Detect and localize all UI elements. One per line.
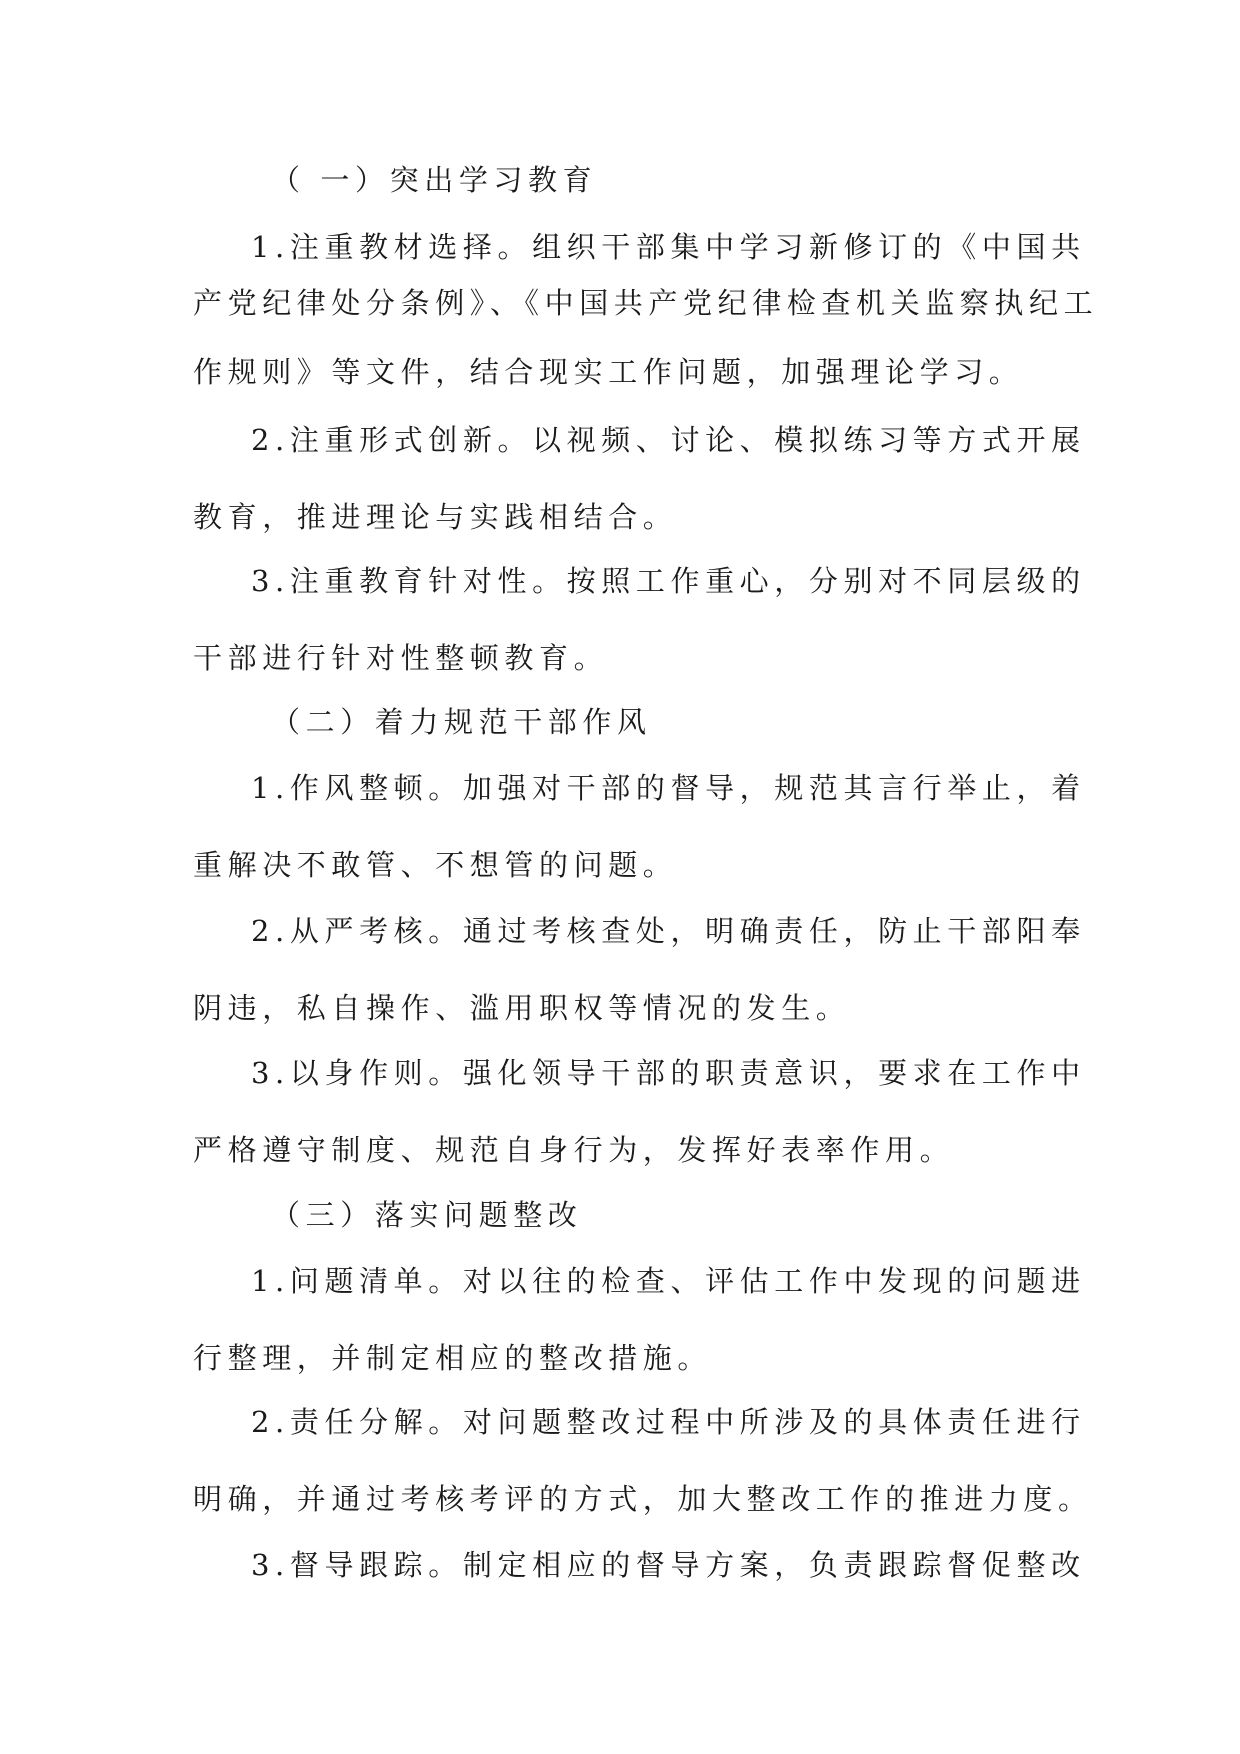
section-heading-3: （三）落实问题整改	[271, 1198, 583, 1232]
paragraph-line: 阴违，私自操作、滥用职权等情况的发生。	[193, 991, 851, 1025]
paragraph-line: 3.督导跟踪。制定相应的督导方案，负责跟踪督促整改	[251, 1548, 1086, 1582]
section-heading-1: （ 一）突出学习教育	[271, 163, 598, 197]
paragraph-line: 重解决不敢管、不想管的问题。	[193, 848, 678, 882]
paragraph-line: 产党纪律处分条例》、《中国共产党纪律检查机关监察执纪工	[193, 286, 1099, 320]
paragraph-line: 教育，推进理论与实践相结合。	[193, 500, 678, 534]
paragraph-line: 2.从严考核。通过考核查处，明确责任，防止干部阳奉	[251, 914, 1086, 948]
paragraph-line: 2.责任分解。对问题整改过程中所涉及的具体责任进行	[251, 1405, 1086, 1439]
paragraph-line: 干部进行针对性整顿教育。	[193, 641, 609, 675]
paragraph-line: 3.以身作则。强化领导干部的职责意识，要求在工作中	[251, 1056, 1086, 1090]
paragraph-line: 1.注重教材选择。组织干部集中学习新修订的《中国共	[251, 230, 1086, 264]
section-heading-2: （二）着力规范干部作风	[271, 705, 652, 739]
paragraph-line: 3.注重教育针对性。按照工作重心，分别对不同层级的	[251, 564, 1086, 598]
paragraph-line: 作规则》等文件，结合现实工作问题，加强理论学习。	[193, 355, 1024, 389]
paragraph-line: 明确，并通过考核考评的方式，加大整改工作的推进力度。	[193, 1482, 1093, 1516]
paragraph-line: 2.注重形式创新。以视频、讨论、模拟练习等方式开展	[251, 423, 1086, 457]
paragraph-line: 1.作风整顿。加强对干部的督导，规范其言行举止，着	[251, 771, 1086, 805]
paragraph-line: 行整理，并制定相应的整改措施。	[193, 1341, 713, 1375]
paragraph-line: 严格遵守制度、规范自身行为，发挥好表率作用。	[193, 1133, 955, 1167]
paragraph-line: 1.问题清单。对以往的检查、评估工作中发现的问题进	[251, 1264, 1086, 1298]
